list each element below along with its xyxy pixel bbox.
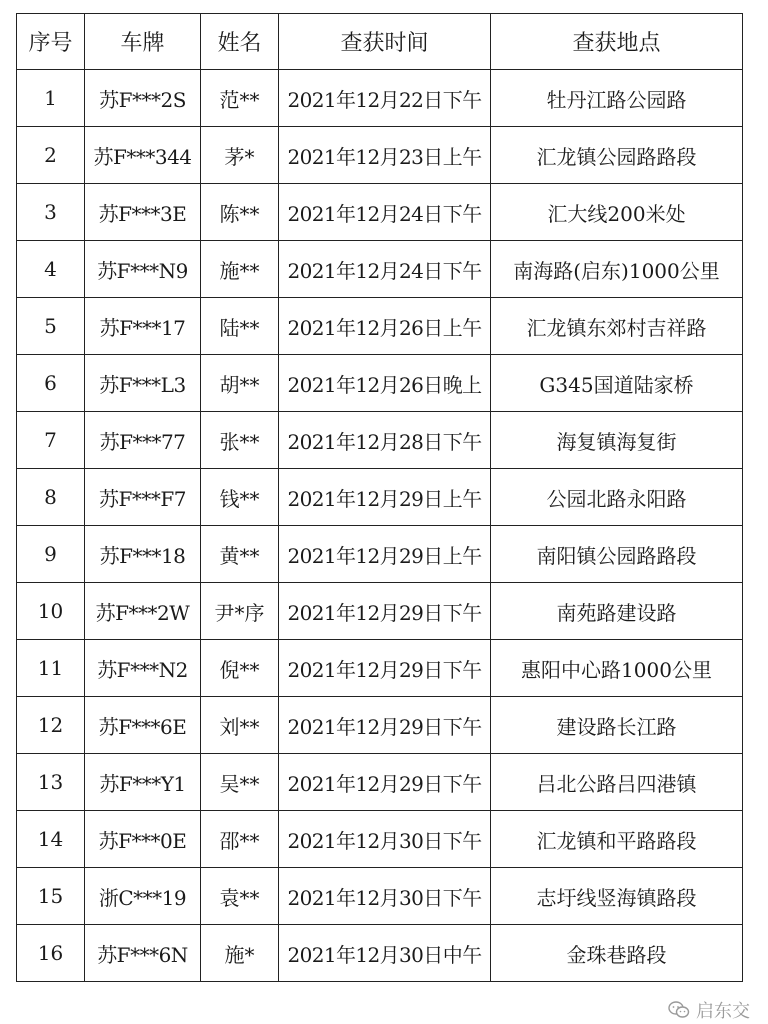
cell-time: 2021年12月30日下午 (279, 811, 491, 868)
wechat-icon (668, 1000, 690, 1020)
cell-time: 2021年12月26日上午 (279, 298, 491, 355)
cell-name: 施* (201, 925, 279, 982)
cell-place: 志圩线竖海镇路段 (491, 868, 743, 925)
table-row (17, 127, 743, 184)
cell-plate: 苏F***2S (85, 70, 201, 127)
table-row (17, 355, 743, 412)
cell-time: 2021年12月24日下午 (279, 184, 491, 241)
cell-time: 2021年12月23日上午 (279, 127, 491, 184)
cell-name: 钱** (201, 469, 279, 526)
cell-name: 黄** (201, 526, 279, 583)
table-header-row (17, 14, 743, 70)
cell-time: 2021年12月26日晚上 (279, 355, 491, 412)
cell-place: 汇龙镇东郊村吉祥路 (491, 298, 743, 355)
cell-index: 8 (17, 469, 85, 526)
cell-name: 陈** (201, 184, 279, 241)
cell-index: 14 (17, 811, 85, 868)
cell-index: 16 (17, 925, 85, 982)
table-row (17, 70, 743, 127)
header-plate: 车牌 (85, 14, 201, 70)
account-watermark (668, 996, 768, 1024)
header-place: 查获地点 (491, 14, 743, 70)
table-row (17, 241, 743, 298)
cell-place: 吕北公路吕四港镇 (491, 754, 743, 811)
seizure-table (16, 13, 743, 982)
table-row (17, 640, 743, 697)
cell-time: 2021年12月24日下午 (279, 241, 491, 298)
cell-place: 牡丹江路公园路 (491, 70, 743, 127)
cell-name: 刘** (201, 697, 279, 754)
cell-place: 南阳镇公园路路段 (491, 526, 743, 583)
table-row (17, 526, 743, 583)
table-row (17, 412, 743, 469)
cell-time: 2021年12月29日下午 (279, 754, 491, 811)
cell-plate: 苏F***77 (85, 412, 201, 469)
cell-name: 施** (201, 241, 279, 298)
cell-time: 2021年12月29日上午 (279, 526, 491, 583)
cell-index: 4 (17, 241, 85, 298)
cell-plate: 苏F***0E (85, 811, 201, 868)
cell-index: 10 (17, 583, 85, 640)
table-row (17, 868, 743, 925)
cell-index: 13 (17, 754, 85, 811)
cell-time: 2021年12月22日下午 (279, 70, 491, 127)
cell-place: 南苑路建设路 (491, 583, 743, 640)
table-row (17, 184, 743, 241)
cell-plate: 浙C***19 (85, 868, 201, 925)
cell-plate: 苏F***18 (85, 526, 201, 583)
cell-index: 1 (17, 70, 85, 127)
cell-name: 范** (201, 70, 279, 127)
header-index: 序号 (17, 14, 85, 70)
table-row (17, 925, 743, 982)
cell-index: 2 (17, 127, 85, 184)
cell-plate: 苏F***F7 (85, 469, 201, 526)
cell-index: 12 (17, 697, 85, 754)
cell-place: 汇大线200米处 (491, 184, 743, 241)
cell-time: 2021年12月28日下午 (279, 412, 491, 469)
cell-plate: 苏F***Y1 (85, 754, 201, 811)
cell-plate: 苏F***N2 (85, 640, 201, 697)
cell-time: 2021年12月30日下午 (279, 868, 491, 925)
table-row (17, 697, 743, 754)
cell-place: 公园北路永阳路 (491, 469, 743, 526)
cell-place: G345国道陆家桥 (491, 355, 743, 412)
cell-plate: 苏F***N9 (85, 241, 201, 298)
cell-name: 吴** (201, 754, 279, 811)
cell-place: 汇龙镇公园路路段 (491, 127, 743, 184)
cell-index: 9 (17, 526, 85, 583)
watermark-text: 启东交 (696, 1001, 750, 1022)
cell-time: 2021年12月29日下午 (279, 583, 491, 640)
cell-plate: 苏F***17 (85, 298, 201, 355)
cell-index: 15 (17, 868, 85, 925)
cell-name: 陆** (201, 298, 279, 355)
cell-place: 惠阳中心路1000公里 (491, 640, 743, 697)
cell-index: 3 (17, 184, 85, 241)
cell-name: 胡** (201, 355, 279, 412)
cell-index: 11 (17, 640, 85, 697)
cell-index: 5 (17, 298, 85, 355)
table-row (17, 754, 743, 811)
cell-index: 7 (17, 412, 85, 469)
cell-plate: 苏F***L3 (85, 355, 201, 412)
record-sheet (16, 13, 742, 982)
cell-name: 茅* (201, 127, 279, 184)
cell-plate: 苏F***3E (85, 184, 201, 241)
cell-index: 6 (17, 355, 85, 412)
table-row (17, 583, 743, 640)
cell-place: 汇龙镇和平路路段 (491, 811, 743, 868)
table-row (17, 298, 743, 355)
cell-name: 张** (201, 412, 279, 469)
header-time: 查获时间 (279, 14, 491, 70)
cell-place: 金珠巷路段 (491, 925, 743, 982)
cell-time: 2021年12月29日下午 (279, 640, 491, 697)
cell-place: 建设路长江路 (491, 697, 743, 754)
cell-plate: 苏F***6E (85, 697, 201, 754)
cell-time: 2021年12月29日下午 (279, 697, 491, 754)
cell-time: 2021年12月30日中午 (279, 925, 491, 982)
cell-name: 袁** (201, 868, 279, 925)
cell-place: 南海路(启东)1000公里 (491, 241, 743, 298)
table-row (17, 811, 743, 868)
table-row (17, 469, 743, 526)
cell-plate: 苏F***344 (85, 127, 201, 184)
cell-name: 邵** (201, 811, 279, 868)
cell-name: 倪** (201, 640, 279, 697)
cell-time: 2021年12月29日上午 (279, 469, 491, 526)
header-name: 姓名 (201, 14, 279, 70)
cell-plate: 苏F***2W (85, 583, 201, 640)
cell-name: 尹*序 (201, 583, 279, 640)
cell-plate: 苏F***6N (85, 925, 201, 982)
cell-place: 海复镇海复街 (491, 412, 743, 469)
